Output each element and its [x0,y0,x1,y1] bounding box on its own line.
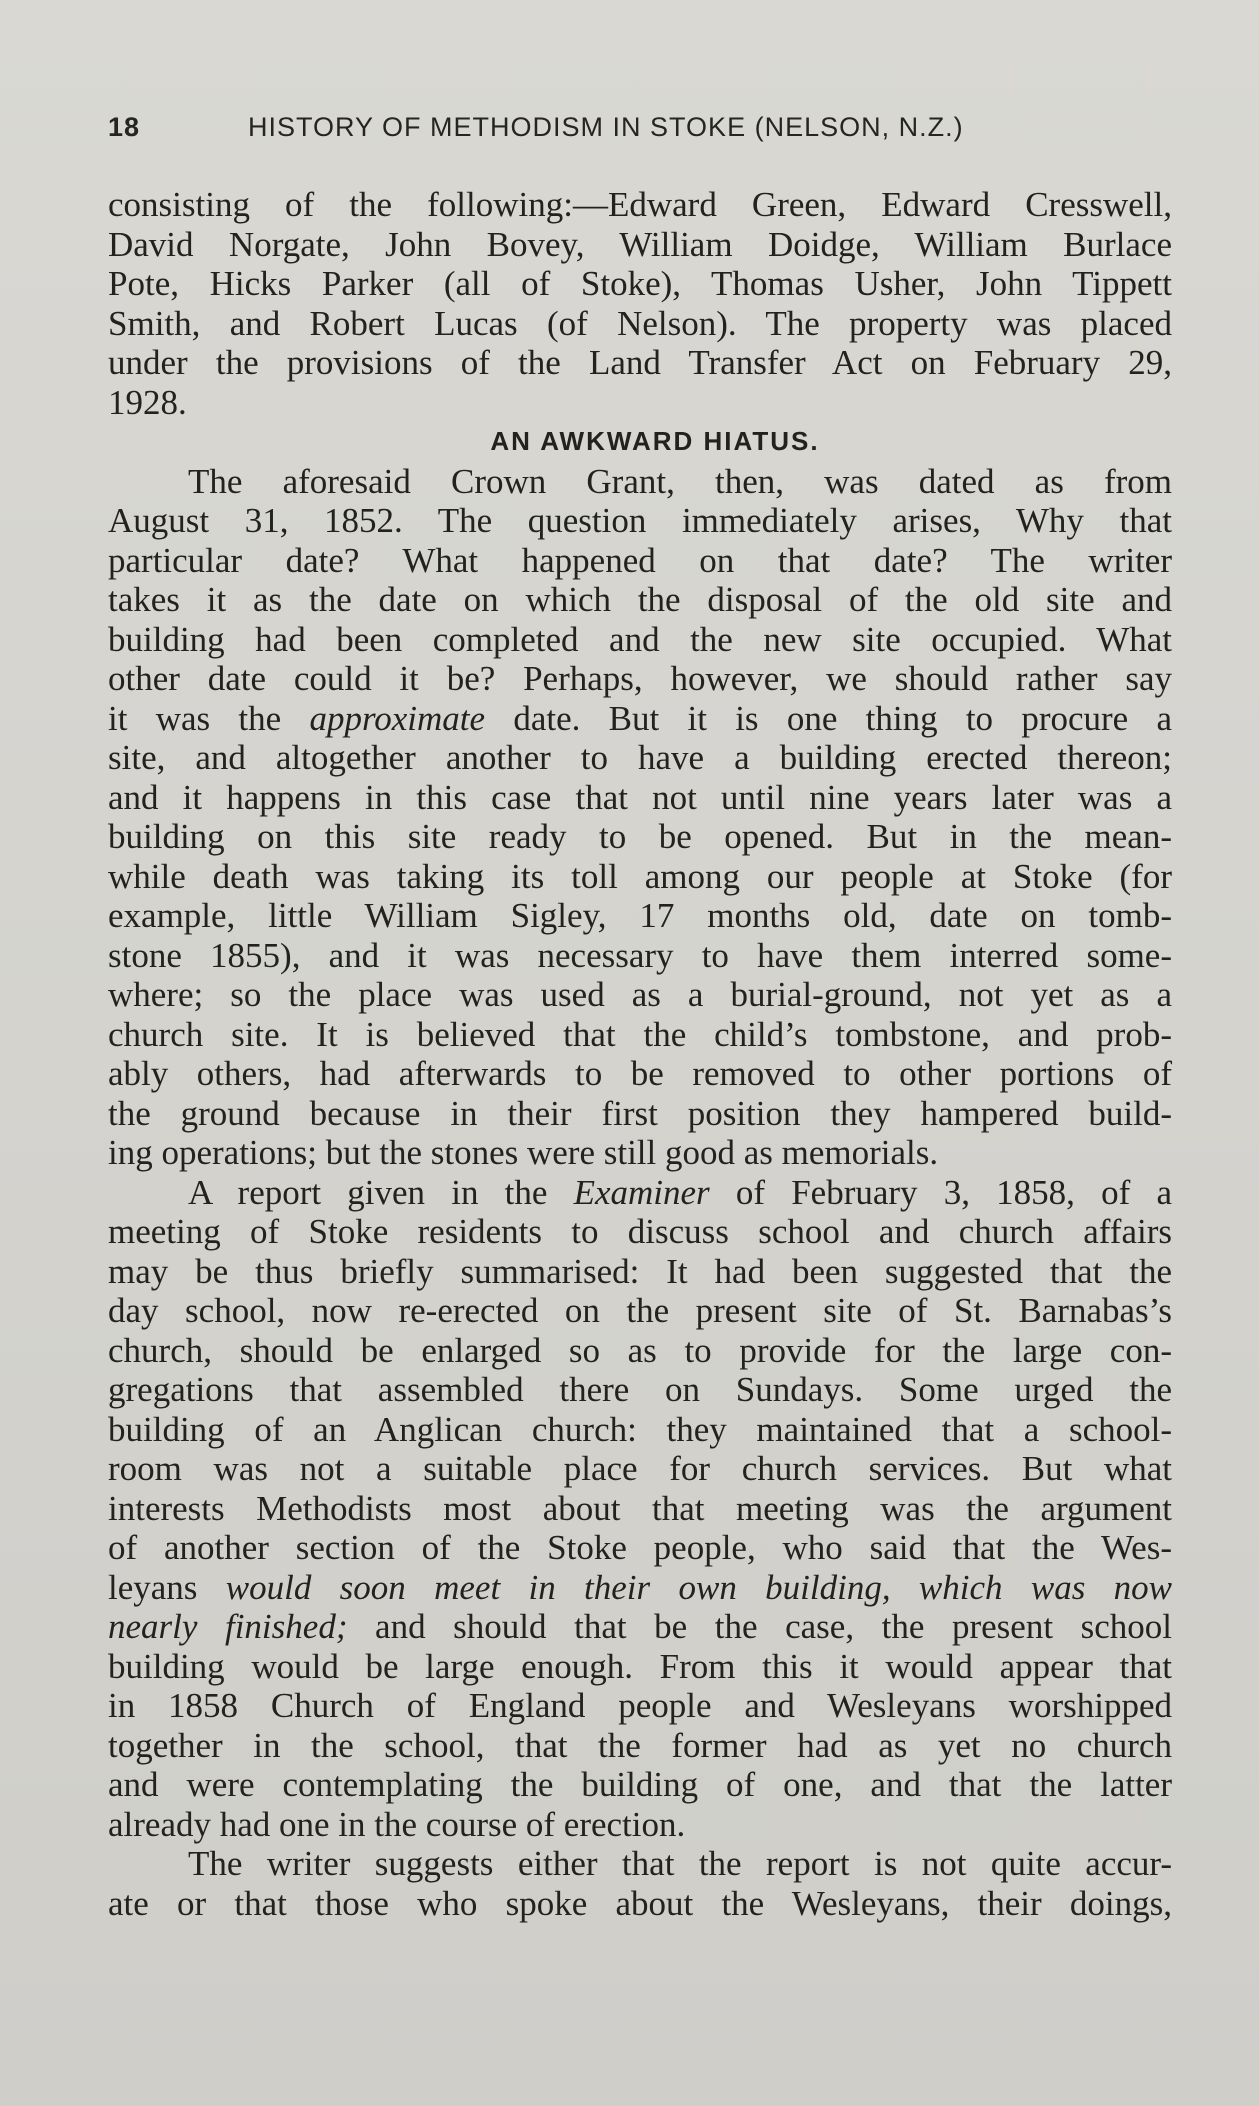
text-line: example, little William Sigley, 17 months old, date on tomb- [108,896,1172,935]
text-line: building on this site ready to be opened. But in the mean- [108,817,1172,856]
text-line: day school, now re-erected on the present site of St. Barnabas’s [108,1291,1172,1330]
text-line: other date could it be? Perhaps, however, we should rather say [108,659,1172,698]
text-line: and it happens in this case that not until nine years later was a [108,777,1172,817]
section-heading: AN AWKWARD HIATUS. [490,426,820,456]
text-line: of another section of the Stoke people, who said that the Wes- [108,1528,1172,1567]
text-line: building would be large enough. From this it would appear that [108,1646,1172,1686]
italic-text-run: nearly finished; [108,1607,348,1646]
text-line: church, should be enlarged so as to provide for the large con- [108,1330,1172,1370]
text-line: The writer suggests either that the report is not quite accur- [188,1844,1172,1883]
text-line: Smith, and Robert Lucas (of Nelson). The property was placed [108,303,1172,343]
text-run: date. But it is one thing to procure a [485,698,1173,738]
text-line [108,1173,1172,1213]
text-run: A report given in the [188,1172,574,1212]
text-line: ably others, had afterwards to be removed to other portions of [108,1054,1172,1093]
text-line: The aforesaid Crown Grant, then, was dated as from [188,461,1172,501]
italic-text-run: Examiner [573,1172,710,1212]
text-line: 1928. [108,382,187,422]
italic-text-run: approximate [309,698,486,738]
text-line: and were contemplating the building of one, and that the latter [108,1765,1172,1804]
text-line: church site. It is believed that the child’s tombstone, and prob- [108,1014,1172,1054]
running-head [108,112,1168,152]
text-line: already had one in the course of erection. [108,1804,686,1844]
text-line: the ground because in their first position they hampered build- [108,1093,1172,1133]
text-line: Pote, Hicks Parker (all of Stoke), Thomas Usher, John Tippett [108,264,1172,303]
text-run: leyans [108,1567,226,1607]
text-line: interests Methodists most about that meeting was the argument [108,1488,1172,1528]
text-line: may be thus briefly summarised: It had been suggested that the [108,1251,1172,1291]
text-line: site, and altogether another to have a building erected thereon; [108,738,1172,777]
text-line: together in the school, that the former had as yet no church [108,1725,1172,1765]
text-line [108,1607,1172,1647]
text-line: stone 1855), and it was necessary to have them interred some- [108,935,1172,975]
running-head-title: HISTORY OF METHODISM IN STOKE (NELSON, N.Z.) [248,112,964,142]
text-line: building had been completed and the new site occupied. What [108,619,1172,659]
text-line: David Norgate, John Bovey, William Doidge, William Burlace [108,224,1172,264]
text-line: consisting of the following:—Edward Green, Edward Cresswell, [108,185,1172,224]
text-line [108,1568,1172,1608]
page-number: 18 [108,112,141,142]
text-run: of February 3, 1858, of a [709,1172,1172,1212]
text-line: room was not a suitable place for church services. But what [108,1449,1172,1488]
text-run: it was the [108,698,310,738]
text-line: building of an Anglican church: they maintained that a school- [108,1409,1172,1449]
body-text [108,185,1172,1923]
text-line: takes it as the date on which the disposal of the old site and [108,580,1172,619]
text-line: ing operations; but the stones were still good as memorials. [108,1133,939,1172]
text-line: particular date? What happened on that date? The writer [108,540,1172,580]
text-line: where; so the place was used as a burial-ground, not yet as a [108,975,1172,1014]
text-line: August 31, 1852. The question immediately arises, Why that [108,501,1172,540]
text-line: meeting of Stoke residents to discuss school and church affairs [108,1212,1172,1251]
text-run: and should that be the case, the present school [347,1607,1172,1646]
text-line [108,699,1172,739]
text-line: while death was taking its toll among our people at Stoke (for [108,856,1172,896]
text-line: ate or that those who spoke about the Wesleyans, their doings, [108,1883,1172,1923]
italic-text-run: would soon meet in their own building, which was now [225,1567,1172,1607]
text-line: in 1858 Church of England people and Wesleyans worshipped [108,1686,1172,1725]
text-line: gregations that assembled there on Sundays. Some urged the [108,1370,1172,1409]
text-line: under the provisions of the Land Transfer Act on February 29, [108,343,1172,382]
